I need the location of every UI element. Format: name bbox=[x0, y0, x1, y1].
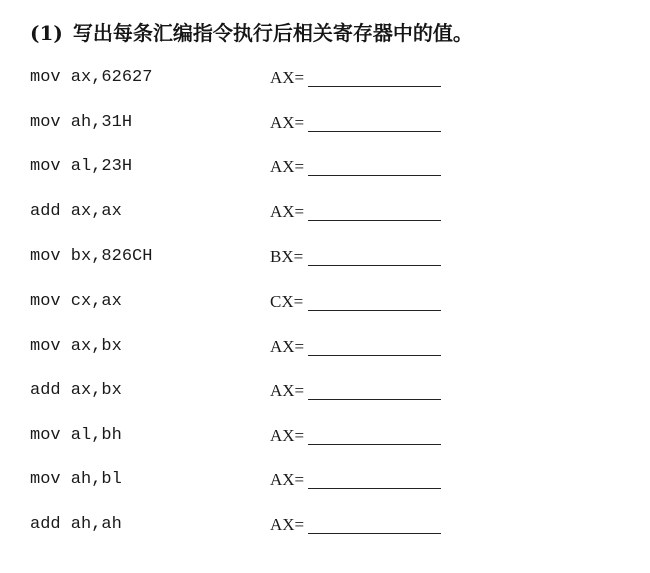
answer-blank[interactable] bbox=[308, 399, 441, 400]
register-label: AX= bbox=[270, 157, 305, 176]
instruction-row bbox=[0, 425, 650, 451]
answer-blank[interactable] bbox=[308, 310, 441, 311]
instruction-row bbox=[0, 336, 650, 362]
question-text: 写出每条汇编指令执行后相关寄存器中的值。 bbox=[72, 21, 473, 45]
instruction-code: mov al,bh bbox=[30, 426, 122, 445]
answer-blank[interactable] bbox=[308, 265, 441, 266]
instruction-row bbox=[0, 67, 650, 93]
answer-blank[interactable] bbox=[308, 533, 441, 534]
instruction-code: add ax,bx bbox=[30, 381, 122, 400]
instruction-code: mov ah,31H bbox=[30, 113, 133, 132]
instruction-row bbox=[0, 291, 650, 317]
answer-blank[interactable] bbox=[308, 444, 441, 445]
register-label: BX= bbox=[270, 247, 304, 266]
register-label: AX= bbox=[270, 68, 305, 87]
instruction-row bbox=[0, 201, 650, 227]
register-label: AX= bbox=[270, 515, 305, 534]
question-number: (1) bbox=[30, 21, 63, 45]
instruction-code: mov ax,bx bbox=[30, 337, 122, 356]
register-label: AX= bbox=[270, 113, 305, 132]
instruction-code: mov bx,826CH bbox=[30, 247, 153, 266]
instruction-code: add ah,ah bbox=[30, 515, 122, 534]
instruction-row bbox=[0, 112, 650, 138]
instruction-code: mov ah,bl bbox=[30, 470, 122, 489]
answer-blank[interactable] bbox=[308, 220, 441, 221]
register-label: CX= bbox=[270, 292, 304, 311]
instruction-row bbox=[0, 514, 650, 540]
instruction-row bbox=[0, 380, 650, 406]
instruction-code: mov ax,62627 bbox=[30, 68, 153, 87]
register-label: AX= bbox=[270, 426, 305, 445]
answer-blank[interactable] bbox=[308, 355, 441, 356]
instruction-row bbox=[0, 156, 650, 182]
register-label: AX= bbox=[270, 381, 305, 400]
register-label: AX= bbox=[270, 202, 305, 221]
instruction-code: mov al,23H bbox=[30, 157, 133, 176]
register-label: AX= bbox=[270, 470, 305, 489]
instruction-row bbox=[0, 469, 650, 495]
question-heading bbox=[30, 17, 473, 46]
answer-blank[interactable] bbox=[308, 86, 441, 87]
answer-blank[interactable] bbox=[308, 488, 441, 489]
register-label: AX= bbox=[270, 337, 305, 356]
instruction-code: mov cx,ax bbox=[30, 292, 122, 311]
answer-blank[interactable] bbox=[308, 175, 441, 176]
instruction-row bbox=[0, 246, 650, 272]
answer-blank[interactable] bbox=[308, 131, 441, 132]
instruction-code: add ax,ax bbox=[30, 202, 122, 221]
